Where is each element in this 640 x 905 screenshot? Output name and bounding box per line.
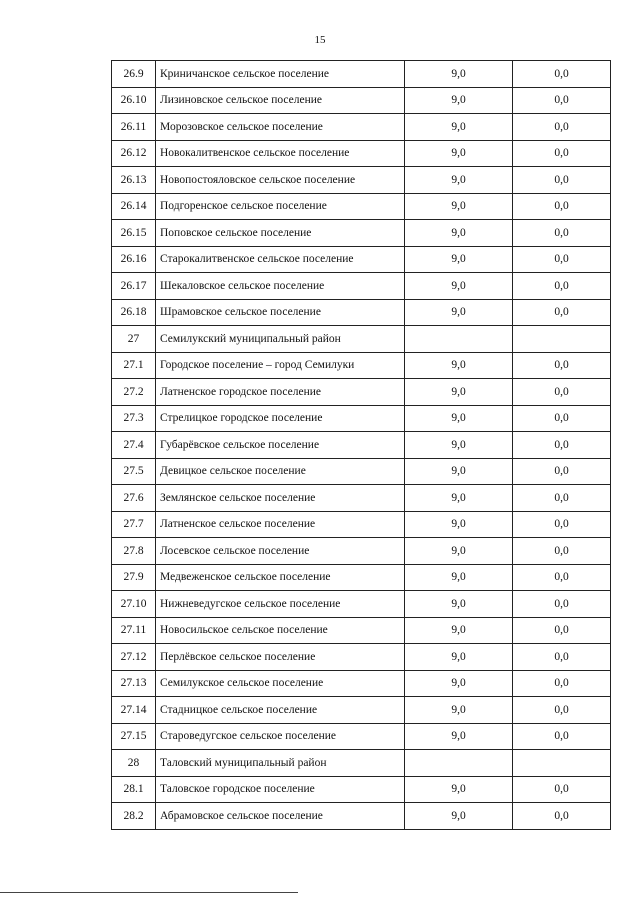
row-number: 26.12: [112, 140, 156, 167]
settlement-name: Латненское сельское поселение: [156, 511, 405, 538]
table-row: [112, 750, 611, 777]
value-col-2: 0,0: [513, 61, 611, 88]
value-col-2: 0,0: [513, 432, 611, 459]
value-col-2: 0,0: [513, 803, 611, 830]
row-number: 26.14: [112, 193, 156, 220]
value-col-2: 0,0: [513, 405, 611, 432]
value-col-2: 0,0: [513, 564, 611, 591]
row-number: 27.13: [112, 670, 156, 697]
settlement-name: Таловское городское поселение: [156, 776, 405, 803]
table-row: [112, 617, 611, 644]
table-row: [112, 538, 611, 565]
row-number: 27.1: [112, 352, 156, 379]
value-col-1: 9,0: [405, 220, 513, 247]
settlement-name: Перлёвское сельское поселение: [156, 644, 405, 671]
table-row: [112, 379, 611, 406]
value-col-2: 0,0: [513, 167, 611, 194]
value-col-1: 9,0: [405, 644, 513, 671]
value-col-2: 0,0: [513, 352, 611, 379]
value-col-2: [513, 326, 611, 353]
settlement-name: Землянское сельское поселение: [156, 485, 405, 512]
value-col-2: 0,0: [513, 644, 611, 671]
value-col-1: 9,0: [405, 591, 513, 618]
table-row: [112, 140, 611, 167]
row-number: 27.8: [112, 538, 156, 565]
value-col-2: 0,0: [513, 697, 611, 724]
row-number: 28: [112, 750, 156, 777]
value-col-1: 9,0: [405, 140, 513, 167]
row-number: 26.13: [112, 167, 156, 194]
row-number: 27.6: [112, 485, 156, 512]
value-col-1: 9,0: [405, 114, 513, 141]
settlement-name: Стрелицкое городское поселение: [156, 405, 405, 432]
value-col-2: 0,0: [513, 114, 611, 141]
footnote-separator: [0, 892, 298, 893]
row-number: 28.2: [112, 803, 156, 830]
settlement-name: Подгоренское сельское поселение: [156, 193, 405, 220]
settlement-name: Медвеженское сельское поселение: [156, 564, 405, 591]
value-col-2: 0,0: [513, 299, 611, 326]
row-number: 27.12: [112, 644, 156, 671]
value-col-2: 0,0: [513, 723, 611, 750]
settlement-name: Городское поселение – город Семилуки: [156, 352, 405, 379]
value-col-1: 9,0: [405, 405, 513, 432]
table-row: [112, 405, 611, 432]
value-col-2: [513, 750, 611, 777]
table-row: [112, 644, 611, 671]
settlement-name: Шекаловское сельское поселение: [156, 273, 405, 300]
settlement-name: Лизиновское сельское поселение: [156, 87, 405, 114]
table-row: [112, 220, 611, 247]
table-row: [112, 246, 611, 273]
settlement-name: Абрамовское сельское поселение: [156, 803, 405, 830]
value-col-1: 9,0: [405, 352, 513, 379]
value-col-2: 0,0: [513, 591, 611, 618]
row-number: 27.3: [112, 405, 156, 432]
settlement-name: Стадницкое сельское поселение: [156, 697, 405, 724]
value-col-1: [405, 750, 513, 777]
table-body: [112, 61, 611, 830]
value-col-2: 0,0: [513, 220, 611, 247]
row-number: 26.9: [112, 61, 156, 88]
settlement-name: Шрамовское сельское поселение: [156, 299, 405, 326]
row-number: 27: [112, 326, 156, 353]
value-col-1: 9,0: [405, 193, 513, 220]
settlement-name: Девицкое сельское поселение: [156, 458, 405, 485]
settlement-name: Новокалитвенское сельское поселение: [156, 140, 405, 167]
value-col-1: 9,0: [405, 432, 513, 459]
row-number: 26.11: [112, 114, 156, 141]
row-number: 27.10: [112, 591, 156, 618]
value-col-2: 0,0: [513, 458, 611, 485]
table-row: [112, 273, 611, 300]
table-row: [112, 114, 611, 141]
table-row: [112, 511, 611, 538]
row-number: 28.1: [112, 776, 156, 803]
settlement-name: Криничанское сельское поселение: [156, 61, 405, 88]
row-number: 27.7: [112, 511, 156, 538]
value-col-2: 0,0: [513, 246, 611, 273]
value-col-2: 0,0: [513, 193, 611, 220]
page-number: 15: [314, 34, 326, 46]
value-col-1: 9,0: [405, 379, 513, 406]
settlement-name: Латненское городское поселение: [156, 379, 405, 406]
settlement-name: Таловский муниципальный район: [156, 750, 405, 777]
value-col-1: 9,0: [405, 167, 513, 194]
table-row: [112, 61, 611, 88]
value-col-2: 0,0: [513, 538, 611, 565]
table-row: [112, 564, 611, 591]
value-col-1: 9,0: [405, 564, 513, 591]
settlement-name: Лосевское сельское поселение: [156, 538, 405, 565]
value-col-1: 9,0: [405, 538, 513, 565]
table-row: [112, 432, 611, 459]
table-row: [112, 670, 611, 697]
row-number: 27.2: [112, 379, 156, 406]
value-col-2: 0,0: [513, 617, 611, 644]
settlement-name: Поповское сельское поселение: [156, 220, 405, 247]
table-row: [112, 458, 611, 485]
table-row: [112, 697, 611, 724]
settlement-name: Новопостояловское сельское поселение: [156, 167, 405, 194]
row-number: 26.10: [112, 87, 156, 114]
value-col-2: 0,0: [513, 140, 611, 167]
row-number: 26.15: [112, 220, 156, 247]
row-number: 26.18: [112, 299, 156, 326]
row-number: 26.17: [112, 273, 156, 300]
value-col-2: 0,0: [513, 273, 611, 300]
value-col-1: 9,0: [405, 87, 513, 114]
table-row: [112, 723, 611, 750]
value-col-1: 9,0: [405, 776, 513, 803]
value-col-1: 9,0: [405, 61, 513, 88]
value-col-1: 9,0: [405, 617, 513, 644]
row-number: 27.4: [112, 432, 156, 459]
value-col-1: 9,0: [405, 803, 513, 830]
row-number: 27.14: [112, 697, 156, 724]
value-col-1: 9,0: [405, 299, 513, 326]
table-row: [112, 299, 611, 326]
row-number: 27.11: [112, 617, 156, 644]
value-col-2: 0,0: [513, 87, 611, 114]
table-row: [112, 193, 611, 220]
value-col-1: 9,0: [405, 458, 513, 485]
value-col-1: 9,0: [405, 723, 513, 750]
settlement-name: Старокалитвенское сельское поселение: [156, 246, 405, 273]
settlement-name: Староведугское сельское поселение: [156, 723, 405, 750]
settlement-name: Морозовское сельское поселение: [156, 114, 405, 141]
table-row: [112, 87, 611, 114]
table-row: [112, 803, 611, 830]
row-number: 27.9: [112, 564, 156, 591]
table-row: [112, 485, 611, 512]
settlement-name: Семилукский муниципальный район: [156, 326, 405, 353]
value-col-2: 0,0: [513, 379, 611, 406]
table-row: [112, 776, 611, 803]
value-col-1: 9,0: [405, 670, 513, 697]
value-col-2: 0,0: [513, 776, 611, 803]
value-col-1: 9,0: [405, 485, 513, 512]
value-col-2: 0,0: [513, 511, 611, 538]
row-number: 27.15: [112, 723, 156, 750]
settlement-name: Губарёвское сельское поселение: [156, 432, 405, 459]
value-col-2: 0,0: [513, 485, 611, 512]
table-row: [112, 352, 611, 379]
value-col-1: 9,0: [405, 511, 513, 538]
settlement-name: Новосильское сельское поселение: [156, 617, 405, 644]
row-number: 26.16: [112, 246, 156, 273]
table-row: [112, 167, 611, 194]
settlement-name: Нижневедугское сельское поселение: [156, 591, 405, 618]
value-col-2: 0,0: [513, 670, 611, 697]
table-row: [112, 591, 611, 618]
settlement-name: Семилукское сельское поселение: [156, 670, 405, 697]
value-col-1: 9,0: [405, 246, 513, 273]
value-col-1: [405, 326, 513, 353]
value-col-1: 9,0: [405, 273, 513, 300]
value-col-1: 9,0: [405, 697, 513, 724]
settlements-table: [111, 60, 611, 830]
row-number: 27.5: [112, 458, 156, 485]
table-row: [112, 326, 611, 353]
